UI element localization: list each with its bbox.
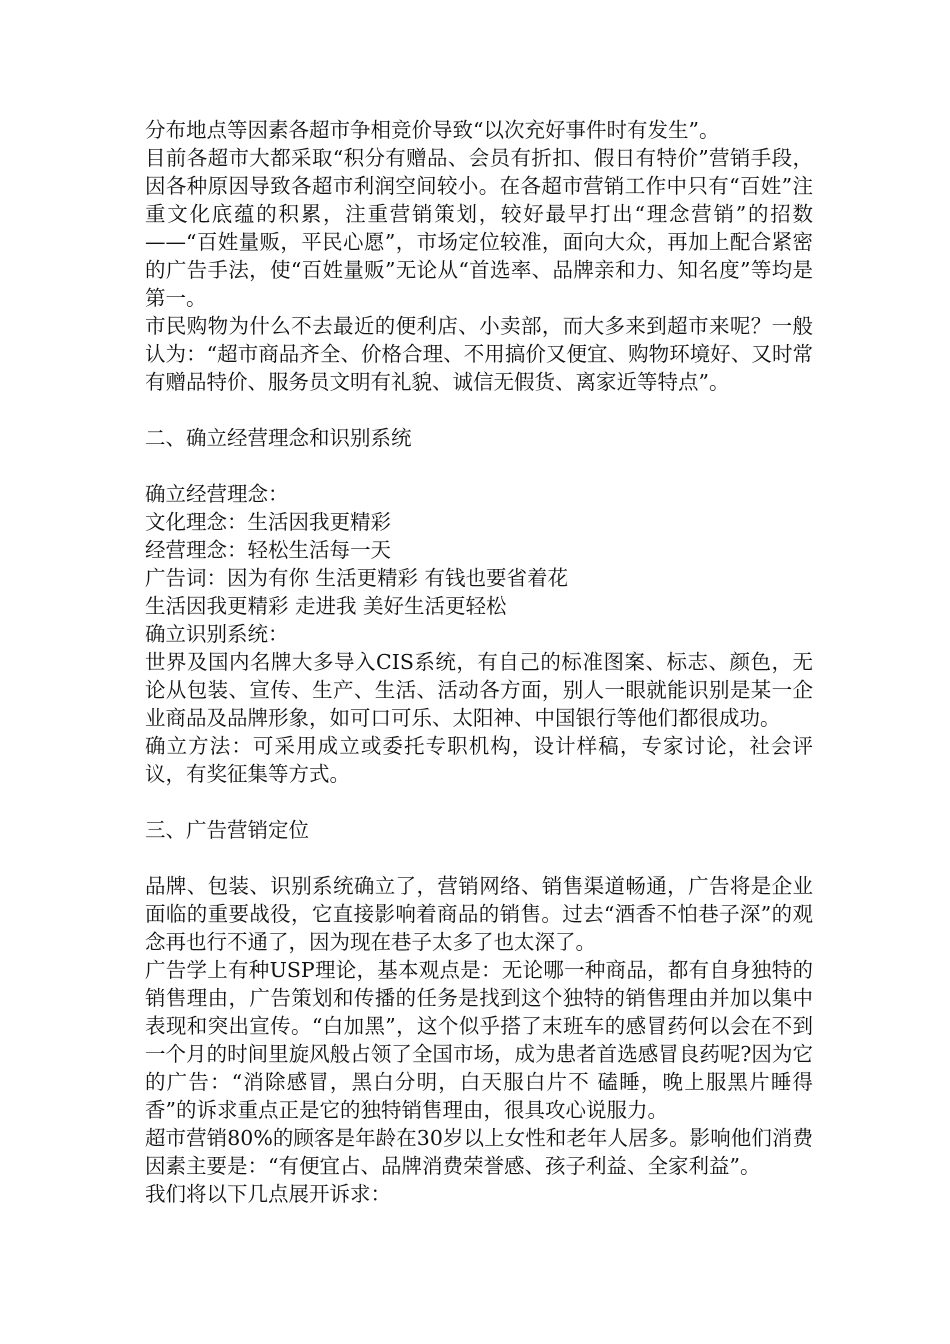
paragraph-usp: 广告学上有种USP理论，基本观点是：无论哪一种商品，都有自身独特的销售理由，广告策划和传播的任务是找到这个独特的销售理由并加以集中表现和突出宣传。“白加黑”，这个似乎搭了末班车的感冒药何以会在不到一个月的时间里旋风般占领了全国市场，成为患者首选感冒良药呢?因为它的广告：“消除感冒，黑白分明，白天服白片不 磕睡，晚上服黑片睡得香”的诉求重点正是它的独特销售理由，很具攻心说服力。 bbox=[145, 958, 813, 1122]
paragraph-last: 我们将以下几点展开诉求： bbox=[145, 1182, 391, 1206]
paragraph-marketing-methods: 目前各超市大都采取“积分有赠品、会员有折扣、假日有特价”营销手段，因各种原因导致各超市利润空间较小。在各超市营销工作中只有“百姓”注重文化底蕴的积累，注重营销策划，较好最早打出“理念营销”的招数——“百姓量贩，平民心愿”，市场定位较准，面向大众，再加上配合紧密的广告手法，使“百姓量贩”无论从“首选率、品牌亲和力、知名度”等均是第一。 bbox=[145, 146, 813, 310]
paragraph-shopping-reasons: 市民购物为什么不去最近的便利店、小卖部，而大多来到超市来呢？一般认为：“超市商品齐全、价格合理、不用搞价又便宜、购物环境好、又时常有赠品特价、服务员文明有礼貌、诚信无假货、离家近等特点”。 bbox=[145, 314, 813, 394]
paragraph-brand: 品牌、包装、识别系统确立了，营销网络、销售渠道畅通，广告将是企业面临的重要战役，它直接影响着商品的销售。过去“酒香不怕巷子深”的观念再也行不通了，因为现在巷子太多了也太深了。 bbox=[145, 874, 813, 954]
paragraph-cis: 世界及国内名牌大多导入CIS系统，有自己的标准图案、标志、颜色，无论从包装、宣传、生产、生活、活动各方面，别人一眼就能识别是某一企业商品及品牌形象，如可口可乐、太阳神、中国银行等他们都很成功。 bbox=[145, 650, 813, 730]
ad-slogan-line-2: 生活因我更精彩 走进我 美好生活更轻松 bbox=[145, 594, 507, 618]
paragraph-method: 确立方法：可采用成立或委托专职机构，设计样稿，专家讨论，社会评议，有奖征集等方式。 bbox=[145, 734, 813, 786]
blank-line bbox=[145, 452, 813, 480]
paragraph-intro-end: 分布地点等因素各超市争相竞价导致“以次充好事件时有发生”。 bbox=[145, 118, 720, 142]
blank-line bbox=[145, 788, 813, 816]
concept-title: 确立经营理念： bbox=[145, 482, 289, 506]
identity-system-title: 确立识别系统： bbox=[145, 622, 289, 646]
blank-line bbox=[145, 844, 813, 872]
section-heading-3: 三、广告营销定位 bbox=[145, 818, 309, 842]
business-concept: 经营理念：轻松生活每一天 bbox=[145, 538, 391, 562]
section-heading-2: 二、确立经营理念和识别系统 bbox=[145, 426, 412, 450]
blank-line bbox=[145, 396, 813, 424]
culture-concept: 文化理念：生活因我更精彩 bbox=[145, 510, 391, 534]
ad-slogan-line-1: 广告词：因为有你 生活更精彩 有钱也要省着花 bbox=[145, 566, 569, 590]
document-body bbox=[145, 116, 813, 1208]
paragraph-customers: 超市营销80%的顾客是年龄在30岁以上女性和老年人居多。影响他们消费因素主要是：“有便宜占、品牌消费荣誉感、孩子利益、全家利益”。 bbox=[145, 1126, 813, 1178]
